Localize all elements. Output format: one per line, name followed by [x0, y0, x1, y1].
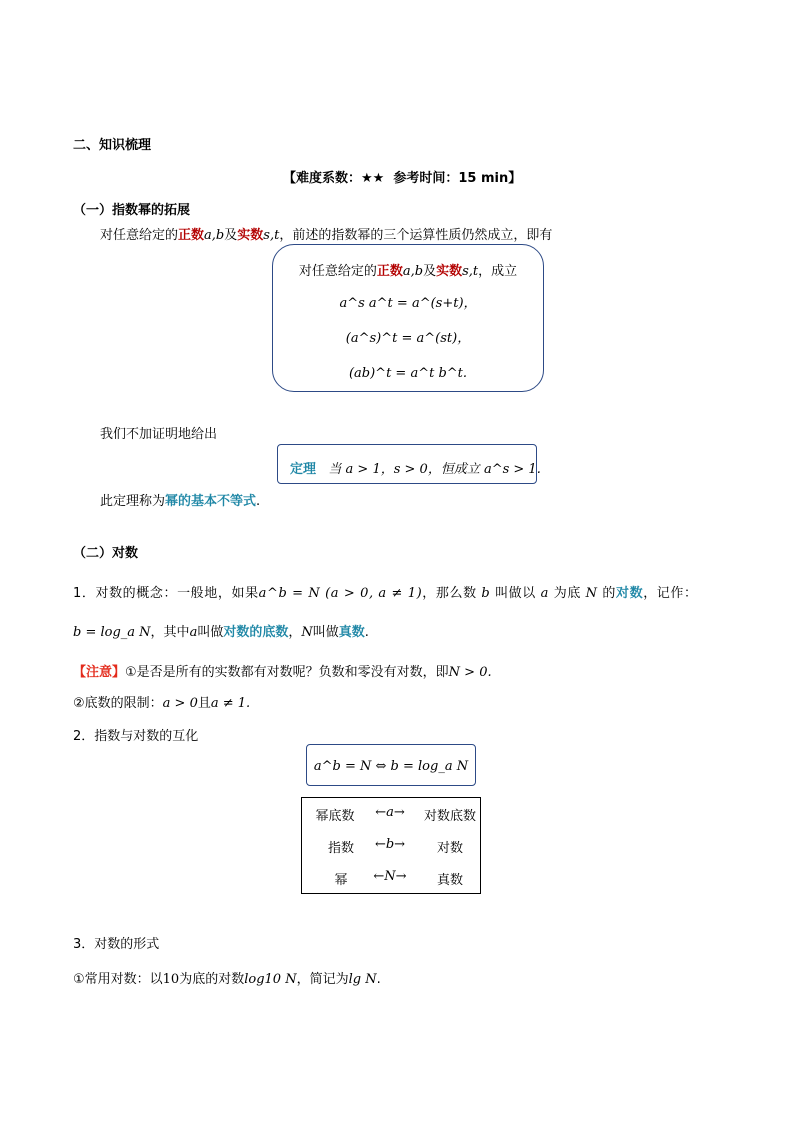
theorem-line: [290, 458, 541, 477]
box-term-positive: 正数: [376, 264, 403, 279]
p5-text-a: ①常用对数：以: [73, 972, 163, 987]
difficulty-stars: ★★: [361, 171, 385, 186]
p1-text-c: 叫做以: [495, 586, 536, 601]
base-limit-line: [73, 692, 250, 711]
def-end: .: [256, 494, 261, 509]
box-rest: ，成立: [478, 264, 518, 279]
var-a-2: a: [189, 625, 198, 640]
box-term-real: 实数: [436, 264, 463, 279]
log-forms-title: 3．对数的形式: [73, 937, 160, 952]
term-basic-inequality: 幂的基本不等式: [165, 494, 257, 509]
limit-formula-2: a ≠ 1.: [210, 696, 251, 711]
limit-text: ②底数的限制：: [73, 696, 163, 711]
table-cell-mid: ←N→: [373, 869, 407, 884]
section-1-title: （一）指数幂的拓展: [73, 203, 191, 218]
formula-product-rule: a^s a^t = a^(s+t)，: [339, 296, 477, 311]
box-vars-st: s,t: [462, 264, 479, 279]
theorem-label: 定理: [290, 462, 317, 477]
var-N-2: N: [301, 625, 313, 640]
limit-and: 且: [197, 696, 211, 711]
box-and: 及: [423, 264, 437, 279]
p1-text-a: 1．对数的概念：一般地，如果: [73, 586, 259, 601]
table-cell-right: 对数底数: [423, 809, 476, 824]
p2-text-e: .: [364, 625, 369, 640]
p5-number: 10: [162, 972, 180, 987]
term-positive: 正数: [178, 228, 205, 243]
table-cell-left: 指数: [327, 841, 354, 856]
p5-text-d: .: [376, 972, 381, 987]
table-row: [302, 869, 482, 889]
box-intro: 对任意给定的: [298, 264, 377, 279]
log-concept-line-2: [73, 621, 369, 640]
section-2-title: （二）对数: [73, 546, 139, 561]
formula-product-power-rule: (ab)^t = a^t b^t.: [348, 366, 468, 381]
box-line-1: [272, 260, 544, 279]
term-logarithm: 对数: [615, 586, 644, 601]
note-text: ①是否是所有的实数都有对数呢？负数和零没有对数，即: [125, 665, 449, 680]
table-cell-right: 真数: [436, 873, 463, 888]
p2-formula: b = log_a N: [73, 625, 151, 640]
term-real: 实数: [237, 228, 264, 243]
reference-time: 参考时间：15 min】: [393, 171, 522, 186]
term-log-base: 对数的底数: [223, 625, 289, 640]
p5-log-formula: log10 N: [244, 972, 297, 987]
intro-text: 对任意给定的: [100, 228, 179, 243]
table-cell-mid: ←b→: [374, 837, 406, 852]
section-heading: 二、知识梳理: [73, 138, 152, 153]
def-intro: 此定理称为: [100, 494, 166, 509]
equivalence-formula: a^b = N ⇔ b = log_a N: [313, 759, 469, 774]
difficulty-label: 【难度系数：: [283, 171, 362, 186]
p2-text-a: ，其中: [150, 625, 190, 640]
p5-lg-formula: lg N: [348, 972, 377, 987]
section-1-intro: [100, 224, 552, 243]
term-argument: 真数: [338, 625, 365, 640]
p1-text-d: 为底: [553, 586, 581, 601]
theorem-text: 当 a > 1，s > 0，恒成立 a^s > 1.: [328, 462, 541, 477]
var-b: b: [481, 586, 491, 601]
common-log-line: [73, 968, 381, 987]
vars-ab: a,b: [204, 228, 225, 243]
p1-text-e: 的: [602, 586, 616, 601]
p5-text-c: ，简记为: [296, 972, 349, 987]
correspondence-table: [301, 797, 481, 894]
table-cell-left: 幂: [334, 873, 348, 888]
log-concept-line-1: [73, 582, 698, 601]
no-proof-text: 我们不加证明地给出: [100, 427, 218, 442]
formula-power-rule: (a^s)^t = a^(st)，: [345, 331, 471, 346]
conversion-title: 2．指数与对数的互化: [73, 729, 199, 744]
var-N: N: [585, 586, 598, 601]
p2-text-b: 叫做: [197, 625, 224, 640]
p2-text-d: 叫做: [312, 625, 339, 640]
note-line: [73, 661, 492, 680]
table-cell-left: 幂底数: [315, 809, 355, 824]
table-cell-mid: ←a→: [375, 805, 405, 820]
p5-text-b: 为底的对数: [179, 972, 245, 987]
note-label: 【注意】: [73, 665, 126, 680]
intro-and: 及: [224, 228, 238, 243]
var-a: a: [540, 586, 549, 601]
table-cell-right: 对数: [436, 841, 463, 856]
box-vars-ab: a,b: [402, 264, 424, 279]
note-formula: N > 0.: [448, 665, 492, 680]
table-row: [302, 837, 482, 857]
theorem-name-line: [100, 490, 260, 509]
p2-text-c: ，: [288, 625, 302, 640]
difficulty-line: [283, 167, 521, 186]
limit-formula: a > 0: [162, 696, 198, 711]
table-row: [302, 805, 482, 825]
vars-st: s,t: [263, 228, 280, 243]
p1-text-b: ，那么数: [422, 586, 477, 601]
p1-text-f: ，记作：: [643, 586, 698, 601]
intro-rest: ，前述的指数幂的三个运算性质仍然成立，即有: [279, 228, 553, 243]
p1-formula: a^b = N (a > 0, a ≠ 1): [258, 586, 423, 601]
